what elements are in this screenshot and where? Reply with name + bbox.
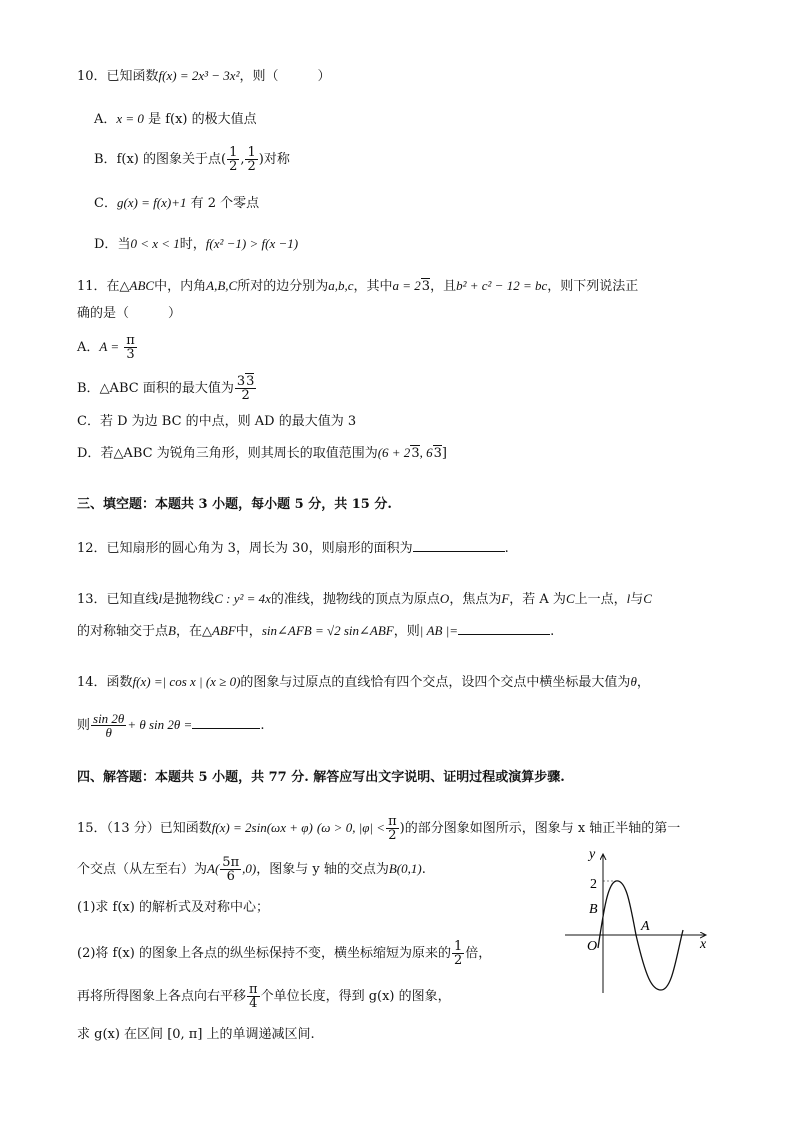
q15-sine-graph xyxy=(560,848,720,998)
q10-option-c: C．g(x) = f(x)+1 有 2 个零点 xyxy=(94,195,260,211)
section-4-heading: 四、解答题：本题共 5 小题，共 77 分. 解答应写出文字说明、证明过程或演算步骤. xyxy=(77,770,565,785)
q15-part3: 再将所得图象上各点向右平移 $\frac{\pi}{4}$ 个单位长度，得到 g(x) 的图象， xyxy=(77,982,451,1011)
q14-line1: 14．函数f(x) =| cos x | (x ≥ 0)的图象与过原点的直线恰有四个交点，设四个交点中横坐标最大值为θ， xyxy=(77,674,650,690)
q15-part1: (1)求 f(x) 的解析式及对称中心； xyxy=(77,900,269,915)
graph-x-label: x xyxy=(700,937,707,952)
q10-option-a: A．x = 0 是 f(x) 的极大值点 xyxy=(94,111,257,127)
q11-option-d: D．若△ABC 为锐角三角形，则其周长的取值范围为(6 + 23, 63] xyxy=(77,445,447,461)
q10-stem: 10．已知函数f(x) = 2x³ − 3x²，则（ ） xyxy=(77,68,331,84)
q13-line1: 13．已知直线l是抛物线C : y² = 4x的准线，抛物线的顶点为原点O，焦点为F，若 A 为C上一点，l与C xyxy=(77,591,652,607)
q11-option-b: B．△ABC 面积的最大值为 $\frac{33}{2}$ xyxy=(77,374,255,403)
q15-line2: 个交点（从左至右）为A( $\frac{5\pi}{6}$ ,0)，图象与 y 轴的交点为B(0,1). xyxy=(77,855,426,884)
q11-stem: 11．在△ABC中，内角A,B,C所对的边分别为a,b,c，其中a = 23，且b² + c² − 12 = bc，则下列说法正 xyxy=(77,278,639,294)
q10-func: f(x) = 2x³ − 3x² xyxy=(158,68,240,83)
graph-y-label: y xyxy=(589,848,596,862)
q15-line1: 15．（13 分）已知函数f(x) = 2sin(ωx + φ) (ω > 0, |φ| < $\frac{\pi}{2}$ )的部分图象如图所示，图象与 x 轴正半轴的第一 xyxy=(77,814,681,843)
q14-line2: 则 $\frac{\sin 2\theta}{\theta}$ + θ sin 2θ = . xyxy=(77,711,265,740)
graph-point-b-label: B xyxy=(589,902,598,917)
q15-part2: (2)将 f(x) 的图象上各点的纵坐标保持不变，横坐标缩短为原来的 $\frac{1}{2}$ 倍， xyxy=(77,939,492,968)
q11-option-c: C．若 D 为边 BC 的中点，则 AD 的最大值为 3 xyxy=(77,414,357,429)
q11-option-a: A．A = $\frac{\pi}{3}$ xyxy=(77,333,135,362)
q11-stem-2: 确的是（ ） xyxy=(77,306,182,321)
q12-answer-blank[interactable] xyxy=(413,537,505,552)
q14-answer-blank[interactable] xyxy=(192,714,260,729)
graph-point-a-label: A xyxy=(641,919,650,934)
q10-option-d: D．当0 < x < 1时，f(x² −1) > f(x −1) xyxy=(94,236,299,252)
q15-part4: 求 g(x) 在区间 [0, π] 上的单调递减区间. xyxy=(77,1027,315,1042)
graph-origin-label: O xyxy=(587,939,598,954)
q10-option-b: B．f(x) 的图象关于点( $\frac{1}{2}$ , $\frac{1}{2}$ )对称 xyxy=(94,145,290,174)
q12: 12．已知扇形的圆心角为 3，周长为 30，则扇形的面积为 . xyxy=(77,537,509,559)
section-3-heading: 三、填空题：本题共 3 小题，每小题 5 分，共 15 分. xyxy=(77,497,392,512)
q13-line2: 的对称轴交于点B，在△ABF中，sin∠AFB = √2 sin∠ABF，则| AB |= . xyxy=(77,620,554,642)
graph-max-label: 2 xyxy=(590,877,597,892)
q13-answer-blank[interactable] xyxy=(458,620,550,635)
